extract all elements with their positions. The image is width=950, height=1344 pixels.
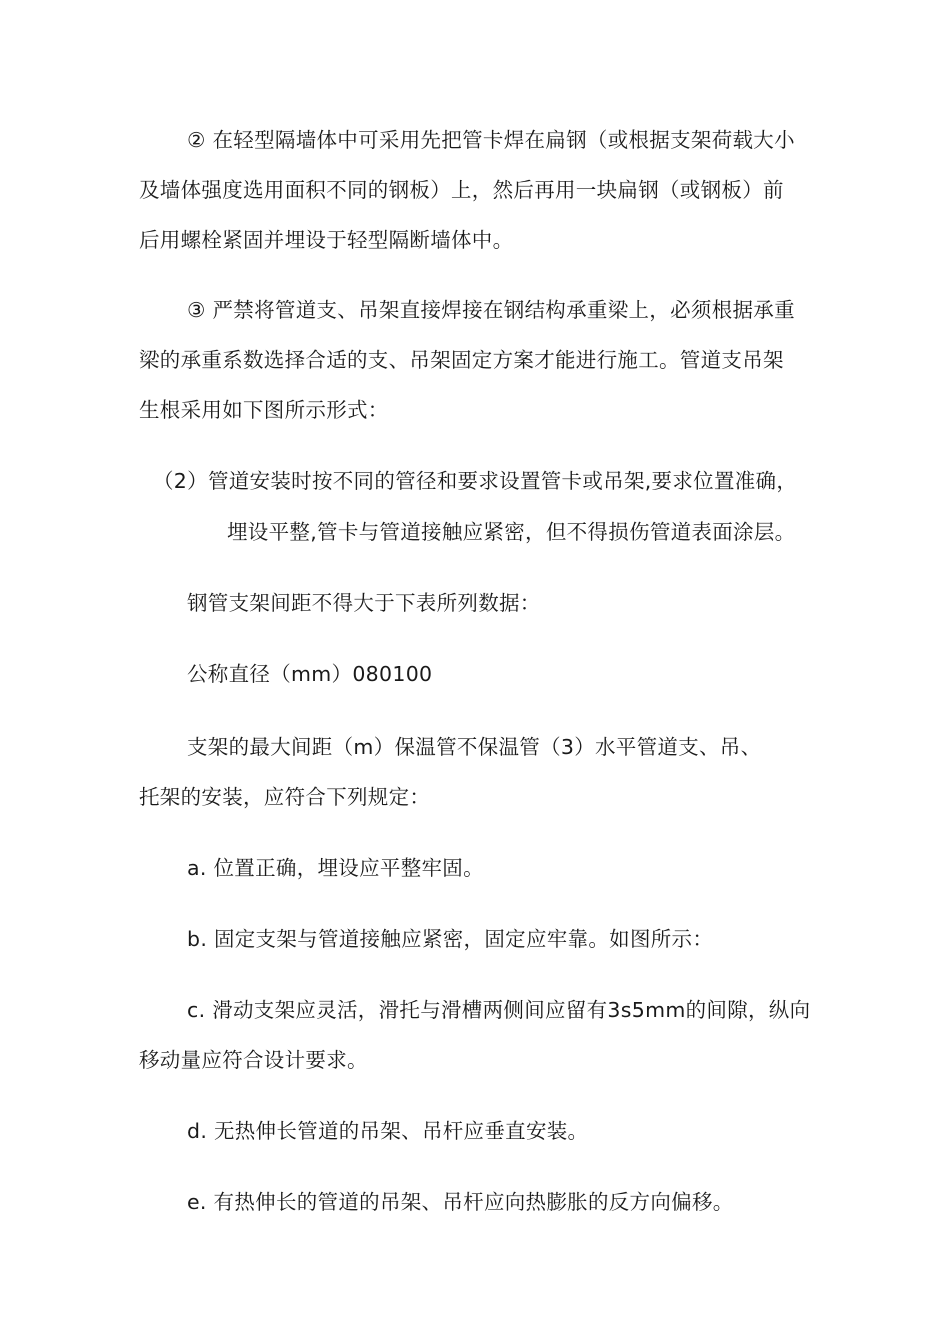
text-line: 埋设平整,管卡与管道接触应紧密，但不得损伤管道表面涂层。 bbox=[227, 520, 796, 544]
text-line: c. 滑动支架应灵活，滑托与滑槽两侧间应留有3s5mm的间隙，纵向 bbox=[187, 998, 811, 1022]
text-line: （2）管道安装时按不同的管径和要求设置管卡或吊架,要求位置准确， bbox=[153, 469, 798, 493]
text-line: e. 有热伸长的管道的吊架、吊杆应向热膨胀的反方向偏移。 bbox=[187, 1190, 734, 1214]
text-line: 移动量应符合设计要求。 bbox=[139, 1048, 368, 1072]
text-line: ③ 严禁将管道支、吊架直接焊接在钢结构承重梁上，必须根据承重 bbox=[187, 298, 795, 322]
text-line: 及墙体强度选用面积不同的钢板）上，然后再用一块扁钢（或钢板）前 bbox=[139, 178, 784, 202]
text-line: 托架的安装，应符合下列规定： bbox=[139, 785, 431, 809]
text-line: ② 在轻型隔墙体中可采用先把管卡焊在扁钢（或根据支架荷载大小 bbox=[187, 128, 795, 152]
text-line: 梁的承重系数选择合适的支、吊架固定方案才能进行施工。管道支吊架 bbox=[139, 348, 784, 372]
text-line: 钢管支架间距不得大于下表所列数据： bbox=[187, 591, 541, 615]
text-line: 支架的最大间距（m）保温管不保温管（3）水平管道支、吊、 bbox=[187, 735, 762, 759]
text-line: a. 位置正确，埋设应平整牢固。 bbox=[187, 856, 484, 880]
text-line: 后用螺栓紧固并埋设于轻型隔断墙体中。 bbox=[139, 228, 514, 252]
text-line: b. 固定支架与管道接触应紧密，固定应牢靠。如图所示： bbox=[187, 927, 714, 951]
text-line: d. 无热伸长管道的吊架、吊杆应垂直安装。 bbox=[187, 1119, 589, 1143]
text-line: 公称直径（mm）080100 bbox=[187, 662, 433, 686]
text-line: 生根采用如下图所示形式： bbox=[139, 398, 389, 422]
